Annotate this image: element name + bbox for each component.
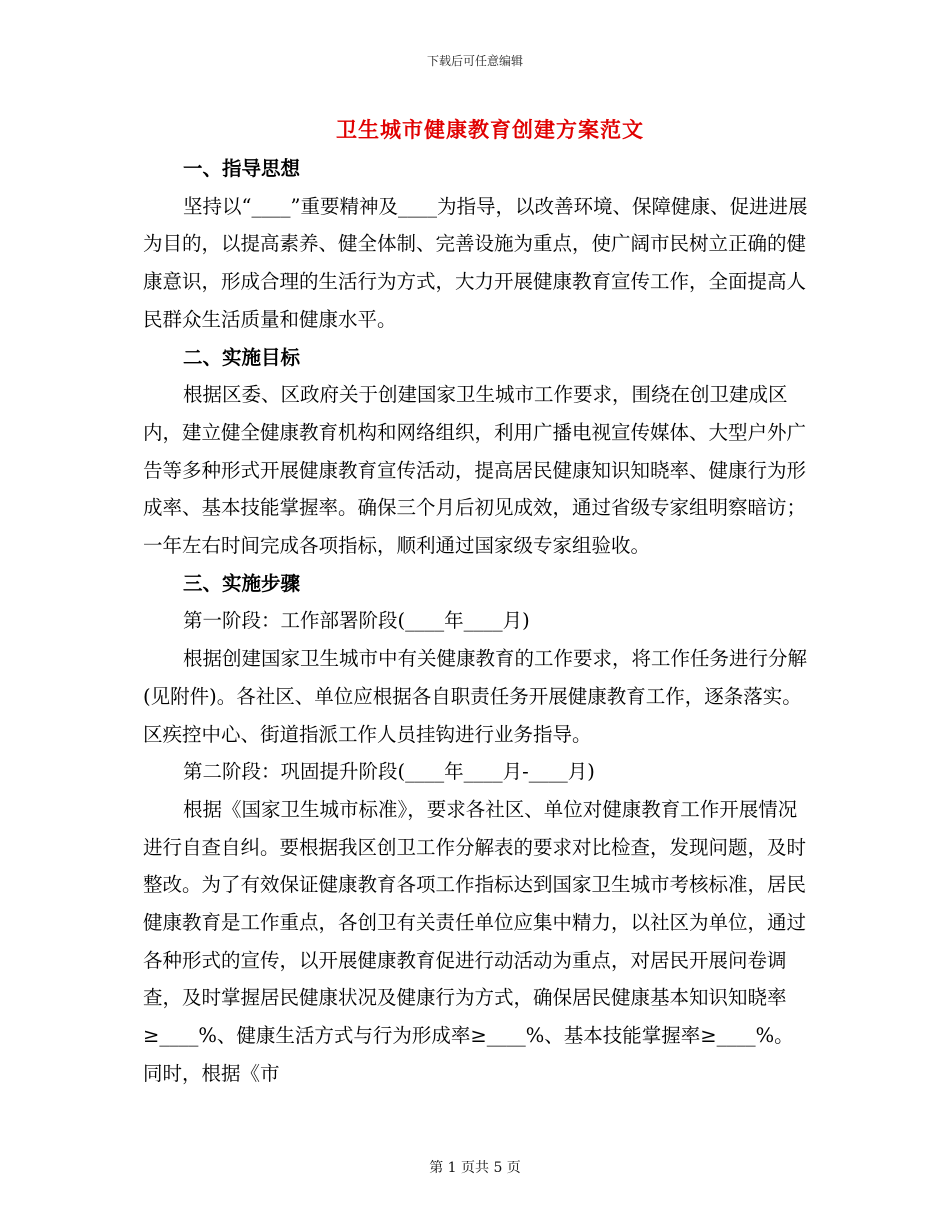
stage-two-heading: 第二阶段：巩固提升阶段(____年____月-____月) — [183, 760, 595, 784]
document-title: 卫生城市健康教育创建方案范文 — [336, 117, 644, 142]
section-heading-steps: 三、实施步骤 — [183, 571, 301, 595]
stage-one-heading: 第一阶段：工作部署阶段(____年____月) — [183, 609, 530, 633]
section-heading-guiding-ideology: 一、指导思想 — [183, 157, 301, 180]
page-footer: 第 1 页共 5 页 — [429, 1160, 521, 1176]
document-body — [143, 150, 808, 1093]
paragraph-guiding-ideology: 坚持以“____”重要精神及____为指导，以改善环境、保障健康、促进进展为目的，以提高素养、健全体制、完善设施为重点，使广阔市民树立正确的健康意识，形成合理的生活行为方式，大力开展健康教育宣传工作，全面提高人民群众生活质量和健康水平。 — [143, 194, 808, 331]
paragraph-stage-one: 根据创建国家卫生城市中有关健康教育的工作要求，将工作任务进行分解(见附件)。各社区、单位应根据各自职责任务开展健康教育工作，逐条落实。区疾控中心、街道指派工作人员挂钩进行业务指导。 — [143, 647, 808, 746]
section-heading-objectives: 二、实施目标 — [183, 345, 301, 369]
paragraph-stage-two: 根据《国家卫生城市标准》，要求各社区、单位对健康教育工作开展情况进行自查自纠。要根据我区创卫工作分解表的要求对比检查，发现问题，及时整改。为了有效保证健康教育各项工作指标达到国家卫生城市考核标准，居民健康教育是工作重点，各创卫有关责任单位应集中精力，以社区为单位，通过各种形式的宣传，以开展健康教育促进行动活动为重点，对居民开展问卷调查，及时掌握居民健康状况及健康行为方式，确保居民健康基本知识知晓率≥____%、健康生活方式与行为形成率≥____%、基本技能掌握率≥____%。同时，根据《市 — [143, 797, 807, 1085]
page-header: 下载后可任意编辑 — [426, 54, 523, 68]
paragraph-objectives: 根据区委、区政府关于创建国家卫生城市工作要求，围绕在创卫建成区内，建立健全健康教育机构和网络组织，利用广播电视宣传媒体、大型户外广告等多种形式开展健康教育宣传活动，提高居民健康知识知晓率、健康行为形成率、基本技能掌握率。确保三个月后初见成效，通过省级专家组明察暗访；一年左右时间完成各项指标，顺利通过国家级专家组验收。 — [143, 383, 807, 558]
